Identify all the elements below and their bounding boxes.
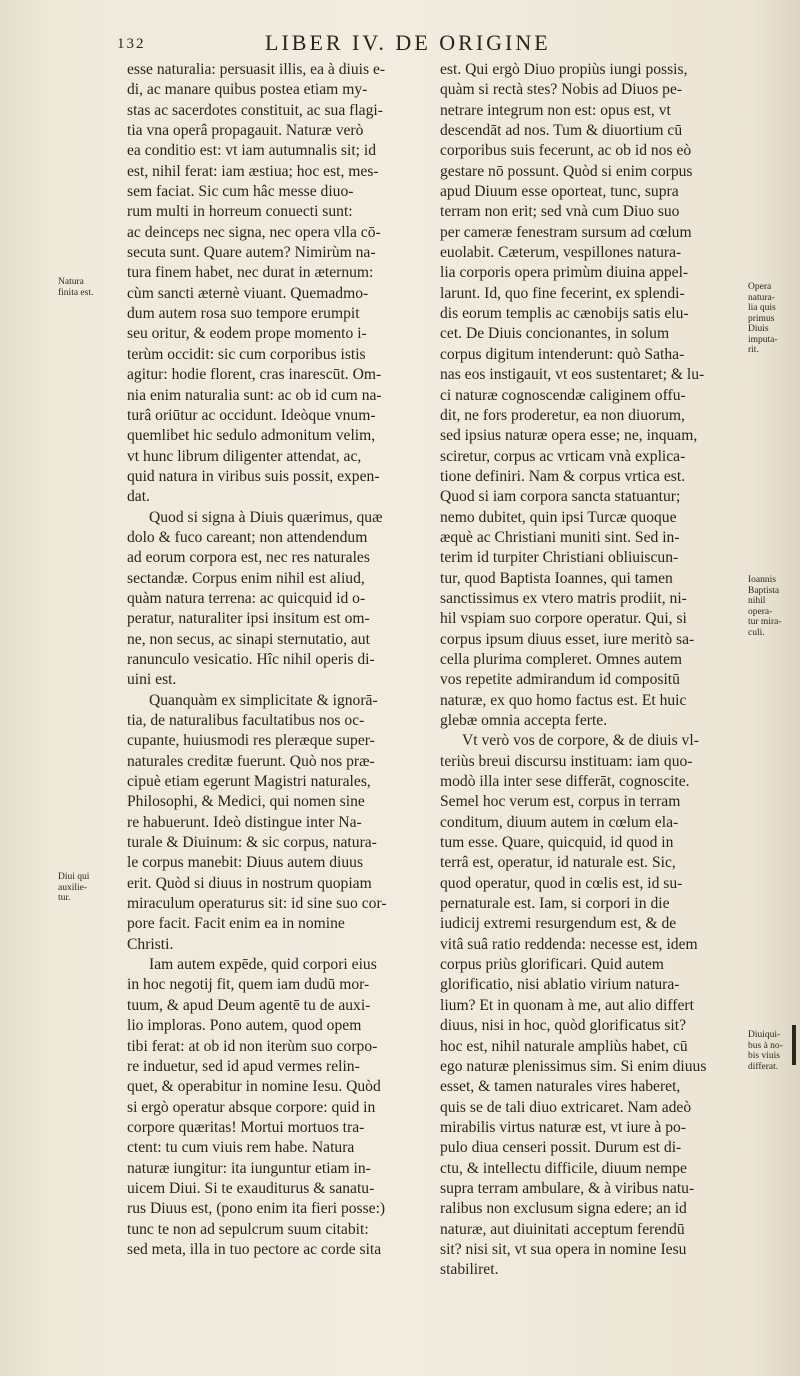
left-text-column xyxy=(127,60,427,1260)
text-line: Iam autem expēde, quid corpori eius xyxy=(149,956,377,974)
margin-note-line: imputa- xyxy=(748,334,778,345)
text-line: naturales creditæ fuerunt. Quò nos præ- xyxy=(127,752,375,770)
margin-note-line: rit. xyxy=(748,345,759,355)
margin-note-line: Diuiqui- xyxy=(748,1030,781,1040)
text-line: re induetur, sed id apud vermes relin- xyxy=(127,1057,360,1075)
text-line: agitur: hodie florent, cras inarescūt. Om- xyxy=(127,366,382,384)
text-line: hil vspiam suo corpore operatur. Qui, si xyxy=(440,610,687,628)
text-line: rum multi in horreum conuecti sunt: xyxy=(127,203,353,221)
text-line: larunt. Id, quo fine fecerint, ex splendi- xyxy=(440,284,685,302)
margin-note-line: bis viuis xyxy=(748,1051,780,1061)
running-title: LIBER IV. DE ORIGINE xyxy=(265,30,551,55)
text-line: in hoc negotij fit, quem iam dudū mor- xyxy=(127,976,370,994)
text-line: nas eos instigauit, vt eos sustentaret; & lu- xyxy=(440,366,705,384)
text-line: glorificatio, nisi ablatio virium natura- xyxy=(440,976,680,994)
margin-note-line: culi. xyxy=(748,627,765,638)
text-line: hoc est, nihil naturale ampliùs habet, cū xyxy=(440,1037,688,1055)
text-line: pulo diua censeri possit. Durum est di- xyxy=(440,1139,682,1157)
text-line: glebæ omnia accepta ferte. xyxy=(440,712,608,729)
text-line: vos repetite admirandum id compositū xyxy=(440,671,680,689)
text-line: vitâ suâ ratio reddenda: necesse est, idem xyxy=(440,935,698,953)
text-line: per cameræ fenestram sursum ad cœlum xyxy=(440,223,692,241)
text-line: lium? Et in quonam à me, aut alio differt xyxy=(440,996,694,1014)
text-line: Philosophi, & Medici, qui nomen sine xyxy=(127,793,365,811)
margin-note-line: Natura xyxy=(58,277,84,287)
text-line: apud Diuum esse oporteat, tunc, supra xyxy=(440,183,679,201)
text-line: dit, ne fors proderetur, ea non diuorum, xyxy=(440,406,685,424)
text-line: mirabilis virtus naturæ est, vt iure à po- xyxy=(440,1118,686,1136)
text-line: terram non erit; sed vnà cum Diuo suo xyxy=(440,203,680,221)
text-line: naturæ iungitur: ita iunguntur etiam in- xyxy=(127,1159,371,1177)
text-line: quid natura in viribus suis possit, expen- xyxy=(127,467,380,485)
text-line: seu oritur, & eodem prope momento i- xyxy=(127,325,367,343)
margin-note-line: lia quis xyxy=(748,303,776,313)
text-line: sanctissimus ex vtero matris prodiit, ni- xyxy=(440,589,687,607)
text-line: dis eorum templis ac cænobijs satis elu- xyxy=(440,305,689,323)
text-line: sit? nisi sit, vt sua opera in nomine Iesu xyxy=(440,1240,687,1258)
text-line: tunc te non ad sepulcrum suum citabit: xyxy=(127,1220,369,1238)
margin-note-line: Diuis xyxy=(748,324,769,334)
text-line: pernaturale est. Iam, si corpori in die xyxy=(440,895,670,913)
text-line: quemlibet hic sedulo admonitum velim, xyxy=(127,427,376,445)
text-line: esset, & tamen naturales vires haberet, xyxy=(440,1078,681,1096)
text-line: tur, quod Baptista Ioannes, qui tamen xyxy=(440,569,673,587)
text-line: quàm si rectà stes? Nobis ad Diuos pe- xyxy=(440,81,683,99)
text-line: esse naturalia: persuasit illis, ea à diuis e- xyxy=(127,61,386,78)
text-line: quod operatur, quod in cœlis est, id su- xyxy=(440,874,683,892)
text-line: uicem Diui. Si te exauditurus & sanatu- xyxy=(127,1179,375,1197)
text-line: lio imploras. Pono autem, quod opem xyxy=(127,1017,362,1035)
margin-note-line: tur mira- xyxy=(748,617,782,627)
page-number: 132 xyxy=(117,36,146,52)
text-line: Quod si iam corpora sancta statuantur; xyxy=(440,488,681,506)
text-line: tia, de naturalibus facultatibus nos oc- xyxy=(127,712,365,729)
text-line: nia enim naturalia sunt: ac ob id cum na- xyxy=(127,386,382,404)
text-line: iudicij extremi resurgendum est, & de xyxy=(440,915,677,933)
margin-note-line: differat. xyxy=(748,1061,779,1072)
text-line: lia corporis opera primùm diuina appel- xyxy=(440,264,689,282)
text-line: cipuè etiam egerunt Magistri naturales, xyxy=(127,773,371,791)
margin-note-line: Opera xyxy=(748,282,772,292)
text-line: Quod si signa à Diuis quærimus, quæ xyxy=(149,508,383,526)
margin-note-line: opera- xyxy=(748,606,773,617)
text-line: est, nihil ferat: iam æstiua; hoc est, mes- xyxy=(127,162,379,180)
text-line: ci naturæ cognoscendæ caliginem offu- xyxy=(440,386,686,404)
text-line: sed ipsius naturæ opera esse; ne, inquam, xyxy=(440,427,698,445)
text-line: uini est. xyxy=(127,671,177,689)
margin-note-line: Baptista xyxy=(748,585,780,596)
text-line: sciretur, corpus ac vrticam vnà explica- xyxy=(440,447,686,465)
text-line: dolo & fuco careant; non attendendum xyxy=(127,528,368,546)
margin-note-opera-naturalia xyxy=(748,282,796,356)
text-line: re habuerunt. Ideò distingue inter Na- xyxy=(127,813,362,831)
text-line: cet. De Diuis concionantes, in solum xyxy=(440,325,670,343)
page-header xyxy=(115,30,715,58)
text-line: quàm natura terrena: ac quicquid id o- xyxy=(127,589,366,607)
text-line: ego naturæ plenissimus sim. Si enim diuus xyxy=(440,1057,707,1075)
text-line: tum esse. Quare, quicquid, id quod in xyxy=(440,834,674,852)
margin-note-line: Diui qui xyxy=(58,872,90,882)
text-line: terrâ est, operatur, id naturale est. Sic, xyxy=(440,854,676,872)
text-line: Semel hoc verum est, corpus in terram xyxy=(440,793,681,811)
text-line: teriùs breui discursu instituam: iam quo- xyxy=(440,752,693,770)
text-line: ctu, & intellectu difficile, diuum nempe xyxy=(440,1159,687,1177)
text-line: tuum, & apud Deum agentē tu de auxi- xyxy=(127,996,371,1014)
text-line: netrare integrum non est: opus est, vt xyxy=(440,101,671,119)
text-line: est. Qui ergò Diuo propiùs iungi possis, xyxy=(440,61,688,78)
text-line: dat. xyxy=(127,488,150,506)
margin-note-ioannis-baptista xyxy=(748,575,796,638)
text-line: Quanquàm ex simplicitate & ignorā- xyxy=(149,691,378,709)
margin-note-line: primus xyxy=(748,313,775,324)
text-line: tia vna operâ propagauit. Naturæ verò xyxy=(127,122,364,140)
text-line: secuta sunt. Quare autem? Nimirùm na- xyxy=(127,244,376,262)
text-line: peratur, naturaliter ipsi insitum est om- xyxy=(127,610,370,628)
margin-note-line: finita est. xyxy=(58,287,94,298)
text-line: conditum, diuum autem in cœlum ela- xyxy=(440,813,679,831)
text-line: sed meta, illa in tuo pectore ac corde sita xyxy=(127,1240,382,1258)
text-line: ralibus non exclusum signa edere; an id xyxy=(440,1200,687,1218)
text-line: ac deinceps nec signa, nec opera vlla cō- xyxy=(127,223,381,241)
text-line: turâ oriūtur ac occidunt. Ideòque vnum- xyxy=(127,406,376,424)
text-line: supra terram ambulare, & à viribus natu- xyxy=(440,1179,695,1197)
text-line: turale & Diuinum: & sic corpus, natura- xyxy=(127,834,377,852)
text-line: euolabit. Cæterum, vespillones natura- xyxy=(440,244,682,262)
text-line: miraculum operaturus sit: id sine suo cor- xyxy=(127,895,387,913)
text-line: ad eorum corpora est, nec res naturales xyxy=(127,549,370,567)
text-line: cupante, huiusmodi res pleræque super- xyxy=(127,732,375,750)
margin-note-line: bus à no- xyxy=(748,1040,783,1051)
margin-note-line: nihil xyxy=(748,596,766,606)
text-line: erit. Quòd si diuus in nostrum quopiam xyxy=(127,874,372,892)
text-line: rus Diuus est, (pono enim ita fieri posse:) xyxy=(127,1200,386,1218)
margin-note-line: auxilie- xyxy=(58,882,88,893)
text-line: Christi. xyxy=(127,935,174,953)
text-line: vt hunc librum diligenter attendat, ac, xyxy=(127,447,362,465)
text-line: corporibus suis fecerunt, ac ob id nos eò xyxy=(440,142,692,160)
text-line: ne, non secus, ac sinapi sternutatio, aut xyxy=(127,630,370,648)
text-line: si ergò operatur absque corpore: quid in xyxy=(127,1098,376,1116)
text-line: corpus priùs glorificari. Quid autem xyxy=(440,956,664,974)
text-line: gestare nō possunt. Quòd si enim corpus xyxy=(440,162,693,180)
margin-note-diui-auxilientur xyxy=(58,872,118,904)
text-line: tibi ferat: at ob id non iterùm suo corpo- xyxy=(127,1037,378,1055)
text-line: cella plurima compleret. Omnes autem xyxy=(440,650,683,668)
text-line: ranunculo vesicatio. Hîc nihil operis di- xyxy=(127,650,375,668)
text-line: terùm occidit: sic cum corporibus istis xyxy=(127,345,366,363)
text-line: naturæ, aut diuinitati acceptum ferendū xyxy=(440,1220,685,1238)
text-line: corpore quæritas! Mortui mortuos tra- xyxy=(127,1118,365,1136)
text-line: terim id turpiter Christiani obliuiscun- xyxy=(440,549,679,567)
text-line: nemo dubitet, quin ipsi Turcæ quoque xyxy=(440,508,677,526)
text-line: quet, & operabitur in nomine Iesu. Quòd xyxy=(127,1078,381,1096)
margin-note-line: Ioannis xyxy=(748,575,776,585)
text-line: stas ac sacerdotes constituit, ac sua flagi- xyxy=(127,101,383,119)
margin-note-line: tur. xyxy=(58,893,71,903)
text-line: cùm sancti æternè viuant. Quemadmo- xyxy=(127,284,369,302)
text-line: ea conditio est: vt iam autumnalis sit; id xyxy=(127,142,377,160)
text-line: Vt verò vos de corpore, & de diuis vl- xyxy=(462,732,699,750)
text-line: sem faciat. Sic cum hâc messe diuo- xyxy=(127,183,354,201)
text-line: naturæ, ex quo homo factus est. Et huic xyxy=(440,691,687,709)
text-line: tione definiri. Nam & corpus vrtica est. xyxy=(440,467,686,485)
text-line: ctent: tu cum viuis rem habe. Natura xyxy=(127,1139,355,1157)
margin-note-diui-differant xyxy=(748,1030,796,1072)
text-line: le corpus manebit: Diuus autem diuus xyxy=(127,854,364,872)
text-line: diuus, nisi in hoc, quòd glorificatus sit? xyxy=(440,1017,687,1035)
margin-note-line: natura- xyxy=(748,292,775,303)
text-line: sectandæ. Corpus enim nihil est aliud, xyxy=(127,569,365,587)
text-line: æquè ac Christiani muniti sint. Sed in- xyxy=(440,528,680,546)
text-line: quis se de tali diuo extricaret. Nam adeò xyxy=(440,1098,692,1116)
margin-note-natura-finita xyxy=(58,277,118,298)
text-line: di, ac manare quibus postea etiam my- xyxy=(127,81,368,99)
text-line: corpus ipsum diuus esset, iure meritò sa- xyxy=(440,630,695,648)
text-line: modò illa inter sese differāt, cognoscite. xyxy=(440,773,690,791)
right-text-column xyxy=(440,60,743,1281)
text-line: descendāt ad nos. Tum & diuortium cū xyxy=(440,122,683,140)
page-edge-mark xyxy=(792,1025,796,1065)
text-line: dum autem rosa suo tempore erumpit xyxy=(127,305,360,323)
text-line: corpus digitum intenderunt: quò Satha- xyxy=(440,345,685,363)
text-line: stabiliret. xyxy=(440,1261,499,1279)
text-line: pore facit. Facit enim ea in nomine xyxy=(127,915,345,933)
text-line: tura finem habet, nec durat in æternum: xyxy=(127,264,374,282)
